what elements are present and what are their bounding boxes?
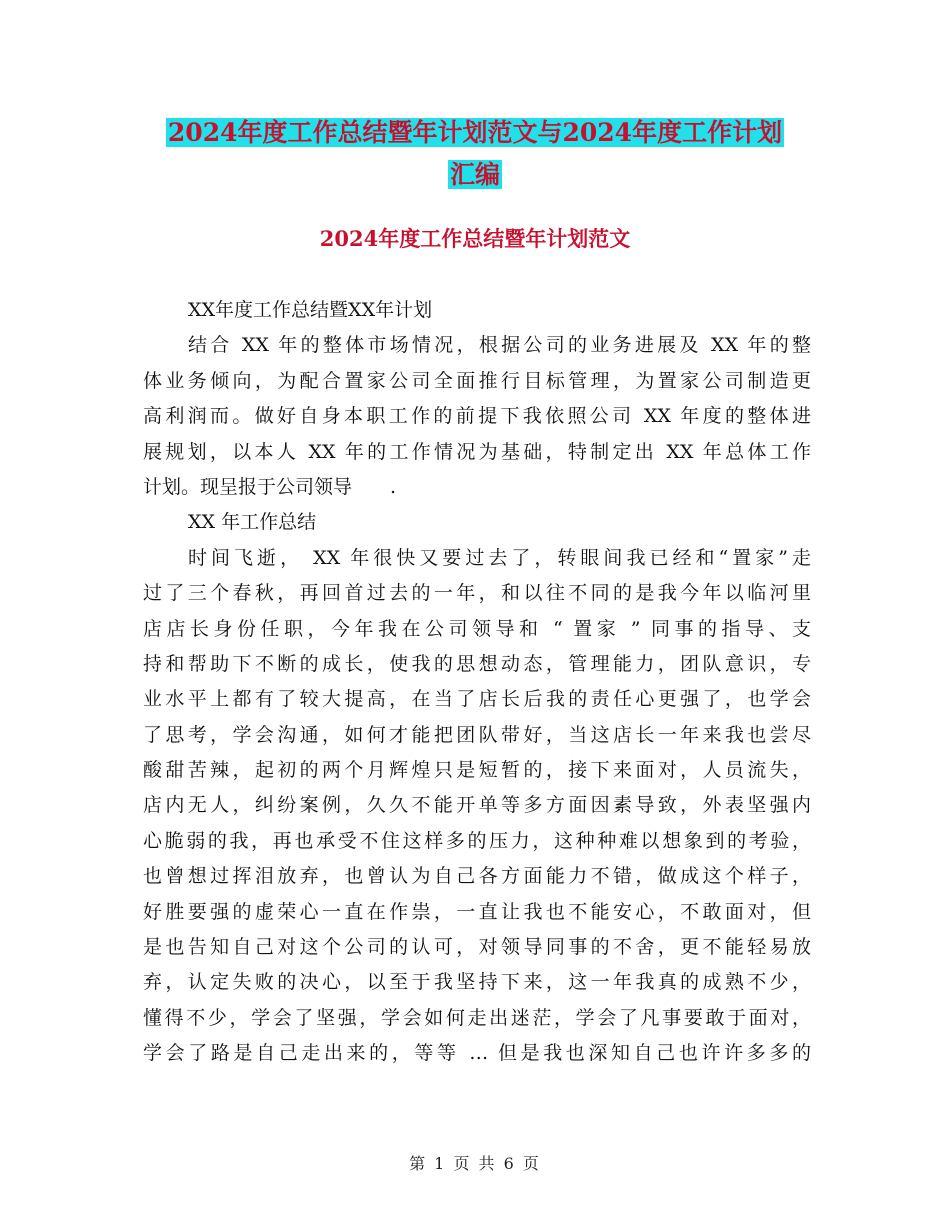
title-line-2: 汇编 <box>449 160 500 189</box>
body-line: 学会了路是自己走出来的，等等 … 但是我也深知自己也许许多多的 <box>143 1042 811 1065</box>
body-line: 结合 XX 年的整体市场情况，根据公司的业务进展及 XX 年的整 <box>188 334 811 357</box>
body-line: 懂得不少，学会了坚强，学会如何走出迷茫，学会了凡事要敢于面对， <box>143 1006 811 1029</box>
body-line: 体业务倾向，为配合置家公司全面推行目标管理，为置家公司制造更 <box>143 369 811 392</box>
section-heading: 2024年度工作总结暨年计划范文 <box>319 226 631 251</box>
title-line-1: 2024年度工作总结暨年计划范文与2024年度工作计划 <box>167 118 783 147</box>
body-line: 了思考，学会沟通，如何才能把团队带好，当这店长一年来我也尝尽 <box>143 723 811 746</box>
page-footer: 第 1 页 共 6 页 <box>409 1154 541 1173</box>
body-line: 酸甜苦辣，起初的两个月辉煌只是短暂的，接下来面对，人员流失， <box>143 759 811 782</box>
body-line: 展规划，以本人 XX 年的工作情况为基础，特制定出 XX 年总体工作 <box>143 440 811 463</box>
body-line: 店店长身份任职，今年我在公司领导和 “ 置家 ” 同事的指导、支 <box>143 617 811 640</box>
body-line: XX 年工作总结 <box>188 511 317 534</box>
body-line: 是也告知自己对这个公司的认可，对领导同事的不舍，更不能轻易放 <box>143 936 811 959</box>
body-line: 持和帮助下不断的成长，使我的思想动态，管理能力，团队意识，专 <box>143 652 811 675</box>
body-line: 心脆弱的我，再也承受不住这样多的压力，这种种难以想象到的考验， <box>143 829 811 852</box>
document-body <box>143 293 811 1072</box>
body-line: 也曾想过挥泪放弃，也曾认为自己各方面能力不错，做成这个样子， <box>143 865 811 888</box>
body-line: 计划。现呈报于公司领导 . <box>143 475 397 498</box>
body-line: 业水平上都有了较大提高，在当了店长后我的责任心更强了，也学会 <box>143 688 811 711</box>
body-line: 高利润而。做好自身本职工作的前提下我依照公司 XX 年度的整体进 <box>143 405 811 428</box>
body-line: 店内无人，纠纷案例，久久不能开单等多方面因素导致，外表坚强内 <box>143 794 811 817</box>
body-line: 弃，认定失败的决心，以至于我坚持下来，这一年我真的成熟不少， <box>143 971 811 994</box>
document-title <box>0 112 950 196</box>
body-line: XX年度工作总结暨XX年计划 <box>188 299 433 321</box>
body-line: 时间飞逝， XX 年很快又要过去了，转眼间我已经和“置家”走 <box>188 546 811 569</box>
body-line: 好胜要强的虚荣心一直在作祟，一直让我也不能安心，不敢面对，但 <box>143 900 811 923</box>
body-line: 过了三个春秋，再回首过去的一年，和以往不同的是我今年以临河里 <box>143 582 811 605</box>
